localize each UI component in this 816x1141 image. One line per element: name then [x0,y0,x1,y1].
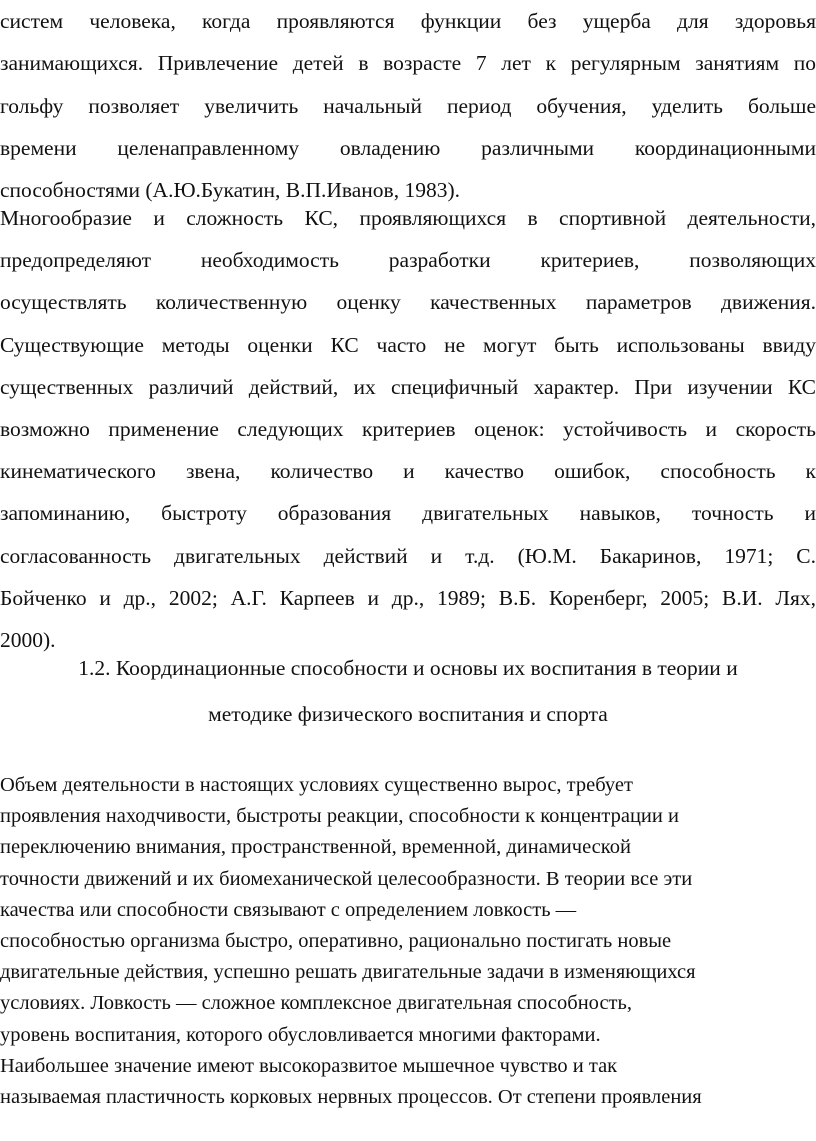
heading-line: 1.2. Координационные способности и основы их воспитания в теории и [78,656,738,680]
section-heading [0,645,816,737]
text-line: переключению внимания, пространственной, временной, динамической [0,836,631,859]
text-line: точности движений и их биомеханической целесообразности. В теории все эти [0,867,693,890]
text-line: времени целенаправленному овладению различными координационными [0,135,816,160]
text-line: кинематического звена, количество и качество ошибок, способность к [0,459,816,484]
text-line: двигательные действия, успешно решать двигательные задачи в изменяющихся [0,961,696,984]
text-line: запоминанию, быстроту образования двигательных навыков, точность и [0,501,816,526]
text-line: Объем деятельности в настоящих условиях существенно вырос, требует [0,774,633,796]
text-line: Наибольшее значение имеют высокоразвитое мышечное чувство и так [0,1054,618,1077]
text-line: способностями (А.Ю.Букатин, В.П.Иванов, 1983). [0,178,460,203]
text-line: существенных различий действий, их специфичный характер. При изучении КС [0,374,816,399]
paragraph-agility [0,770,816,1113]
text-line: систем человека, когда проявляются функции без ущерба для здоровья [0,9,816,33]
text-line: Бойченко и др., 2002; А.Г. Карпеев и др., 1989; В.Б. Коренберг, 2005; В.И. Лях, [0,585,816,610]
text-line: Многообразие и сложность КС, проявляющихся в спортивной деятельности, [0,206,816,230]
text-line: способностью организма быстро, оперативно, рационально постигать новые [0,929,672,952]
paragraph-continuation [0,0,816,211]
text-line: предопределяют необходимость разработки критериев, позволяющих [0,248,816,273]
text-line: Существующие методы оценки КС часто не могут быть использованы ввиду [0,332,816,357]
text-line: условиях. Ловкость — сложное комплексное двигательная способность, [0,992,632,1015]
text-line: возможно применение следующих критериев оценок: устойчивость и скорость [0,416,816,441]
text-line: гольфу позволяет увеличить начальный период обучения, уделить больше [0,93,816,118]
text-line: качества или способности связывают с определением ловкость — [0,898,577,921]
text-line: 2000). [0,627,56,652]
text-line: осуществлять количественную оценку качественных параметров движения. [0,290,816,315]
text-line: проявления находчивости, быстроты реакции, способности к концентрации и [0,805,679,828]
paragraph-coordination-criteria [0,197,816,661]
text-line: уровень воспитания, которого обусловливается многими факторами. [0,1023,601,1046]
text-line: согласованность двигательных действий и т.д. (Ю.М. Бакаринов, 1971; С. [0,543,816,568]
text-line: называемая пластичность корковых нервных процессов. От степени проявления [0,1085,702,1108]
text-line: занимающихся. Привлечение детей в возрасте 7 лет к регулярным занятиям по [0,51,816,76]
heading-line: методике физического воспитания и спорта [208,702,608,726]
